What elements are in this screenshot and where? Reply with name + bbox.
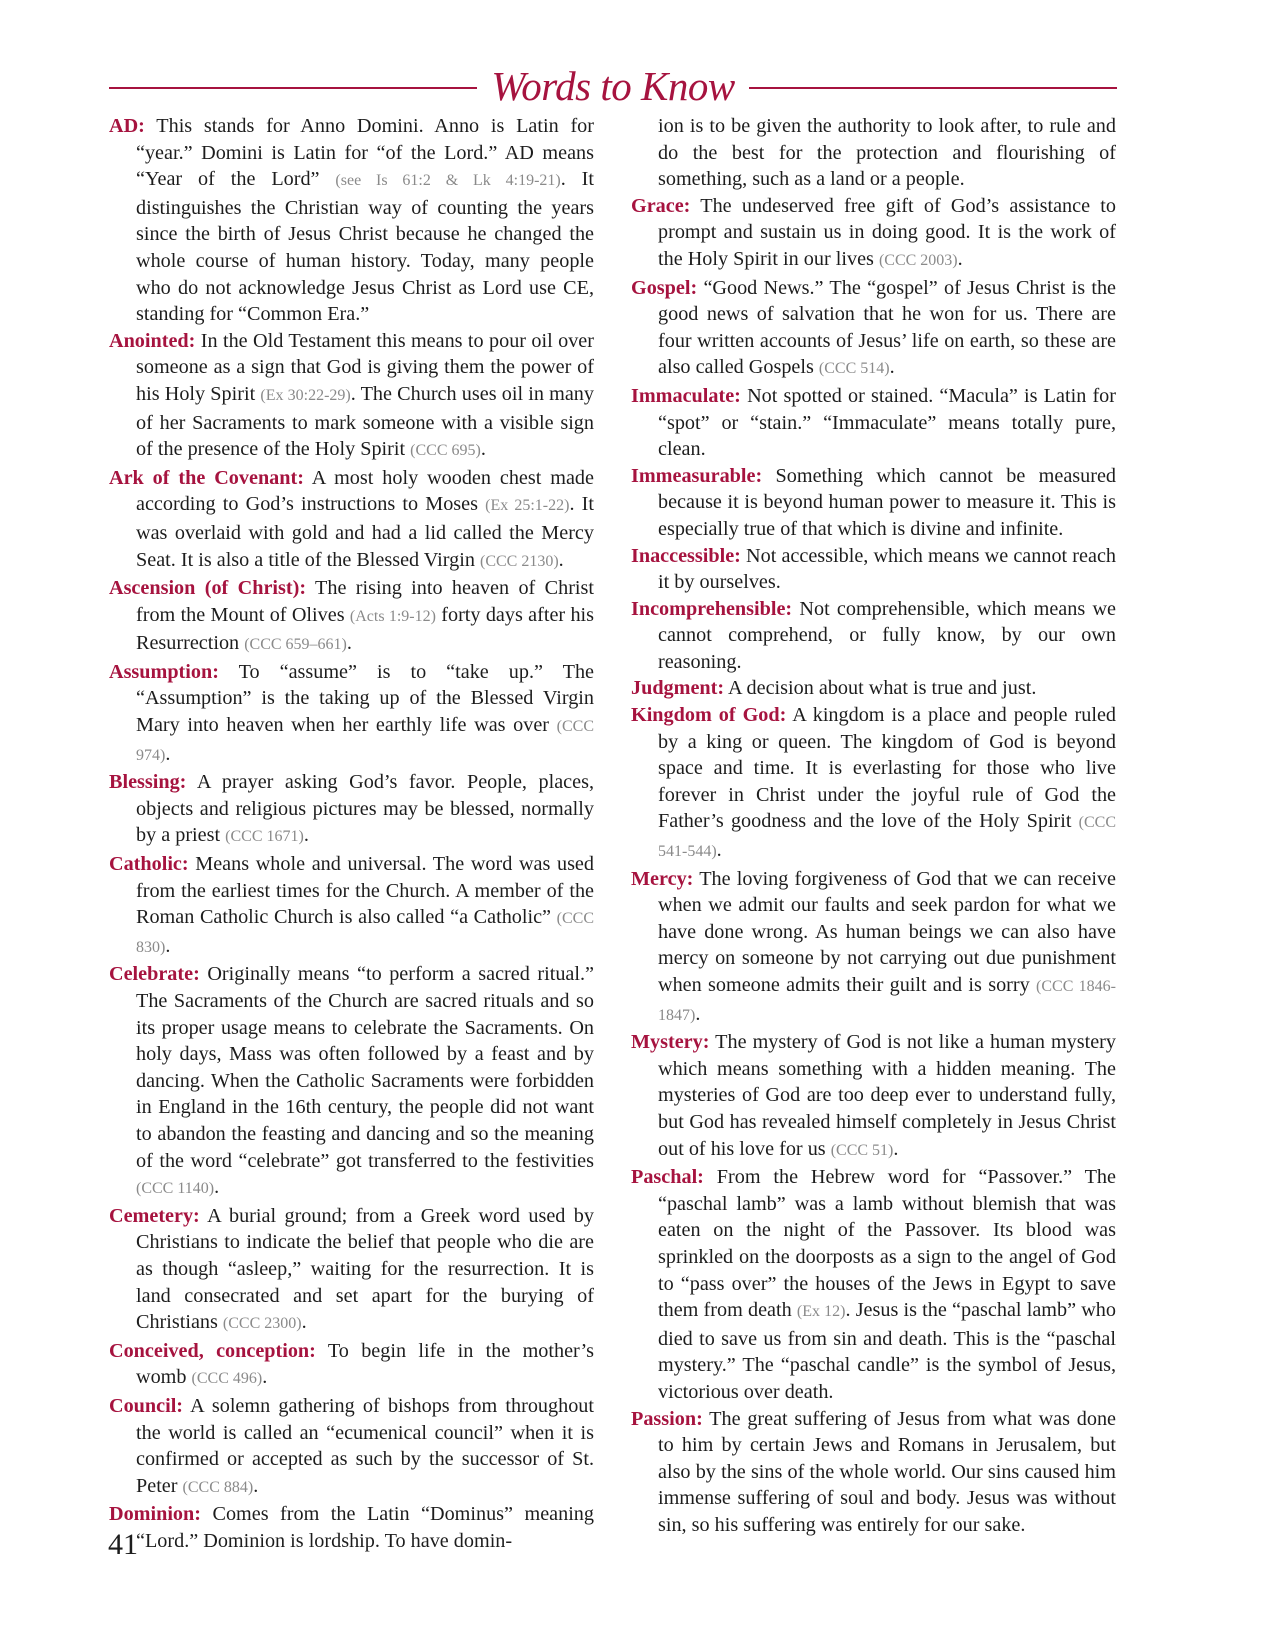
glossary-term: Blessing: — [109, 771, 187, 794]
glossary-entry-immeasurable — [631, 463, 1116, 543]
glossary-term: Paschal: — [631, 1166, 704, 1189]
glossary-entry-paschal — [631, 1164, 1116, 1405]
glossary-entry-ad — [109, 113, 594, 328]
definition-text: forty days after his Resurrection — [136, 603, 595, 655]
glossary-entry-inaccessible — [631, 543, 1116, 596]
definition-text: . — [558, 548, 564, 571]
glossary-term: Anointed: — [109, 329, 196, 352]
glossary-entry-kingdom-of-god — [631, 702, 1116, 866]
scripture-reference: (CCC 695) — [410, 442, 481, 460]
glossary-entry-dominion — [109, 1501, 594, 1554]
glossary-term: Assumption: — [109, 660, 219, 683]
glossary-term: Cemetery: — [109, 1204, 200, 1227]
glossary-entry-cemetery — [109, 1203, 594, 1338]
definition-text: To begin life in the mother’s womb — [136, 1339, 594, 1389]
scripture-reference: (CCC 1140) — [136, 1180, 215, 1198]
scripture-reference: (CCC 51) — [830, 1141, 894, 1159]
glossary-column-left — [109, 113, 594, 1554]
definition-text: A prayer asking God’s favor. People, places, objects and religious pictures may be blessed, normally by a priest — [136, 771, 594, 847]
glossary-term: Dominion: — [109, 1503, 201, 1526]
glossary-term: AD: — [109, 115, 145, 137]
definition-text: . — [695, 1002, 701, 1025]
definition-text: . It was overlaid with gold and had a lid called the Mercy Seat. It is also a title of the Blessed Virgin — [136, 493, 594, 571]
definition-text: Not accessible, which means we cannot reach it by ourselves. — [658, 544, 1116, 594]
glossary-entry-passion — [631, 1406, 1116, 1539]
definition-text: A burial ground; from a Greek word used by Christians to indicate the belief that people who die are as though “asleep,” waiting for the resurrection. It is land consecrated and set apart for the burying of Christians — [136, 1204, 594, 1334]
definition-text: A most holy wooden chest made according to God’s instructions to Moses — [136, 466, 594, 516]
glossary-term: Conceived, conception: — [109, 1339, 316, 1362]
definition-text: . — [262, 1366, 268, 1389]
header-rule-right — [749, 87, 1117, 89]
scripture-reference: (Ex 25:1-22) — [485, 497, 570, 515]
definition-text: Not comprehensible, which means we cannot comprehend, or fully know, by our own reasoning. — [658, 597, 1116, 673]
glossary-entry-ascension-of-christ — [109, 575, 594, 659]
definition-text: To “assume” is to “take up.” The “Assumption” is the taking up of the Blessed Virgin Mary into heaven when her earthly life was over — [136, 660, 594, 737]
glossary-column-right — [631, 113, 1116, 1538]
glossary-entry-immaculate — [631, 383, 1116, 463]
scripture-reference: (CCC 514) — [818, 360, 890, 378]
definition-text: The mystery of God is not like a human mystery which means something with a hidden meaning. The mysteries of God are too deep ever to understand fully, but God has revealed himself completely in Jesus Christ out of his love for us — [658, 1031, 1116, 1160]
scripture-reference: (CCC 541-544) — [658, 814, 1116, 861]
definition-text: . — [480, 438, 486, 461]
definition-text: The loving forgiveness of God that we can receive when we admit our faults and seek pardon for what we have done wrong. As human beings we can also have mercy on someone by not carrying out due punishment when someone admits their guilt and is sorry — [658, 867, 1116, 996]
glossary-entry-gospel — [631, 275, 1116, 383]
definition-text: . Jesus is the “paschal lamb” who died to save us from sin and death. This is the “paschal mystery.” The “paschal candle” is the symbol of Jesus, victorious over death. — [658, 1299, 1116, 1403]
definition-text: . — [346, 632, 352, 655]
definition-text: . — [165, 934, 171, 957]
glossary-entry-blessing — [109, 769, 594, 851]
definition-text: Not spotted or stained. “Macula” is Latin for “spot” or “stain.” “Immaculate” means totally pure, clean. — [658, 384, 1116, 461]
glossary-term: Grace: — [631, 194, 691, 217]
glossary-term: Mercy: — [631, 867, 694, 890]
glossary-term: Catholic: — [109, 853, 189, 876]
definition-text: . — [893, 1137, 899, 1160]
glossary-term: Ark of the Covenant: — [109, 466, 304, 489]
glossary-term: Celebrate: — [109, 963, 200, 986]
scripture-reference: (Ex 30:22-29) — [260, 386, 351, 404]
page-title: Words to Know — [491, 62, 735, 109]
definition-text: A kingdom is a place and people ruled by a king or queen. The kingdom of God is beyond space and time. It is everlasting for those who live forever in Christ under the joyful rule of God the Father’s goodness and the love of the Holy Spirit — [658, 704, 1116, 833]
glossary-term: Passion: — [631, 1407, 703, 1430]
glossary-entry-anointed — [109, 328, 594, 465]
glossary-entry-celebrate — [109, 961, 594, 1202]
page-number: 41 — [108, 1528, 138, 1561]
scripture-reference: (CCC 2130) — [480, 552, 559, 570]
glossary-term: Inaccessible: — [631, 544, 741, 567]
glossary-term: Mystery: — [631, 1031, 710, 1054]
scripture-reference: (CCC 1846-1847) — [658, 978, 1116, 1024]
glossary-entry-mercy — [631, 866, 1116, 1030]
definition-text: . — [301, 1311, 307, 1334]
glossary-term: Incomprehensible: — [631, 597, 793, 620]
definition-text: . — [214, 1176, 220, 1199]
scripture-reference: (see Is 61:2 & Lk 4:19-21) — [335, 172, 561, 190]
glossary-term: Immaculate: — [631, 384, 741, 407]
definition-text: The rising into heaven of Christ from the Mount of Olives — [136, 577, 594, 626]
definition-text: . — [716, 839, 722, 862]
definition-text: A solemn gathering of bishops from throughout the world is called an “ecumenical council” when it is confirmed or accepted as such by the successor of St. Peter — [136, 1394, 594, 1497]
continued-definition: ion is to be given the authority to look after, to rule and do the best for the protection and flourishing of something, such as a land or a people. — [658, 115, 1116, 191]
definition-text: This stands for Anno Domini. Anno is Latin for “year.” Domini is Latin for “of the Lord.” AD means “Year of the Lord” — [136, 115, 594, 191]
glossary-term: Ascension (of Christ): — [109, 577, 307, 600]
scripture-reference: (CCC 830) — [136, 910, 594, 956]
definition-text: The undeserved free gift of God’s assistance to prompt and sustain us in doing good. It is the work of the Holy Spirit in our lives — [658, 194, 1116, 270]
definition-text: From the Hebrew word for “Passover.” The “paschal lamb” was a lamb without blemish that was eaten on the night of the Passover. Its blood was sprinkled on the doorposts as a sign to the angel of God to “pass over” the houses of the Jews in Egypt to save them from death — [658, 1166, 1116, 1322]
glossary-term: Kingdom of God: — [631, 704, 787, 727]
definition-text: . The Church uses oil in many of her Sacraments to mark someone with a visible sign of the presence of the Holy Spirit — [136, 382, 594, 461]
scripture-reference: (CCC 496) — [191, 1370, 263, 1388]
glossary-term: Council: — [109, 1394, 184, 1417]
definition-text: Comes from the Latin “Dominus” meaning “Lord.” Dominion is lordship. To have domin- — [136, 1503, 594, 1552]
glossary-term: Gospel: — [631, 276, 698, 299]
definition-text: Originally means “to perform a sacred ritual.” The Sacraments of the Church are sacred rituals and so its proper usage means to celebrate the Sacraments. On holy days, Mass was often followed by a feast and by dancing. When the Catholic Sacraments were forbidden in England in the 16th century, the people did not want to abandon the feasting and dancing and so the meaning of the word “celebrate” got transferred to the festivities — [136, 963, 594, 1172]
glossary-entry-catholic — [109, 851, 594, 961]
glossary-entry-ark-of-the-covenant — [109, 465, 594, 575]
scripture-reference: (CCC 1671) — [225, 828, 304, 846]
scripture-reference: (CCC 659–661) — [244, 636, 347, 654]
glossary-term: Immeasurable: — [631, 464, 763, 487]
definition-text: . It distinguishes the Christian way of counting the years since the birth of Jesus Christ because he changed the whole course of human history. Today, many people who do not acknowledge Jesus Christ as Lord use CE, standing for “Common Era.” — [136, 168, 595, 326]
definition-text: Something which cannot be measured because it is beyond human power to measure it. This is especially true of that which is divine and infinite. — [658, 464, 1116, 540]
glossary-entry-grace — [631, 193, 1116, 275]
glossary-entry-conceived-conception — [109, 1338, 594, 1393]
definition-text: . — [957, 247, 963, 270]
glossary-entry-council — [109, 1393, 594, 1501]
definition-text: A decision about what is true and just. — [724, 677, 1037, 700]
definition-text: . — [253, 1474, 259, 1497]
definition-text: The great suffering of Jesus from what was done to him by certain Jews and Romans in Jerusalem, but also by the sins of the whole world. Our sins caused him immense suffering of soul and body. Jesus was without sin, so his suffering was entirely for our sake. — [658, 1407, 1116, 1536]
header-rule-left — [109, 87, 477, 89]
glossary-term: Judgment: — [631, 677, 725, 700]
scripture-reference: (CCC 2300) — [222, 1315, 302, 1333]
scripture-reference: (CCC 974) — [136, 718, 594, 764]
definition-text: “Good News.” The “gospel” of Jesus Christ is the good news of salvation that he won for us. There are four written accounts of Jesus’ life on earth, so these are also called Gospels — [658, 276, 1116, 379]
scripture-reference: (CCC 2003) — [878, 251, 958, 269]
glossary-entry-incomprehensible — [631, 596, 1116, 676]
scripture-reference: (Acts 1:9-12) — [349, 607, 436, 625]
definition-text: In the Old Testament this means to pour oil over someone as a sign that God is giving them the power of his Holy Spirit — [136, 329, 594, 405]
definition-text: . — [303, 824, 309, 847]
glossary-entry-assumption — [109, 659, 594, 769]
glossary-entry-judgment — [631, 675, 1116, 702]
definition-text: . — [165, 742, 171, 765]
scripture-reference: (CCC 884) — [182, 1478, 254, 1496]
definition-text: Means whole and universal. The word was used from the earliest times for the Church. A member of the Roman Catholic Church is also called “a Catholic” — [136, 853, 594, 929]
page-header — [109, 58, 1117, 114]
glossary-entry-mystery — [631, 1029, 1116, 1164]
scripture-reference: (Ex 12) — [796, 1303, 846, 1321]
definition-text: . — [889, 356, 895, 379]
